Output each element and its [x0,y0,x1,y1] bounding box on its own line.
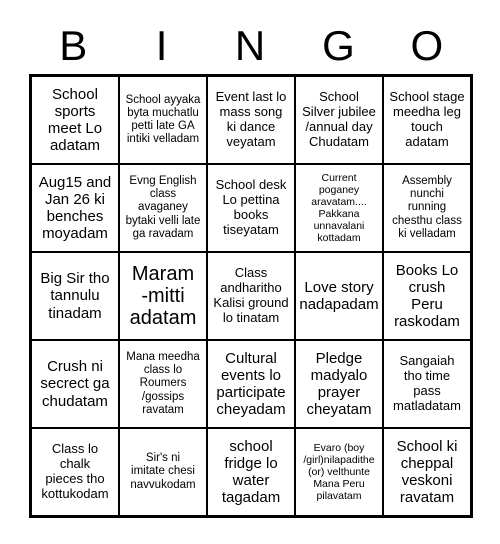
bingo-cell[interactable] [31,76,119,164]
bingo-cell[interactable] [383,76,471,164]
bingo-cell[interactable] [31,164,119,252]
header-letter-o: O [410,22,444,69]
bingo-cell[interactable] [207,164,295,252]
cell-text: Evng English class avaganey bytaki velli late ga ravadam [125,174,201,240]
header-letter-b: B [59,22,88,69]
cell-text: Pledge madyalo prayer cheyatam [306,349,372,419]
bingo-grid [29,74,473,518]
cell-text: Class andharitho Kalisi ground lo tinatam [213,265,289,325]
bingo-header [29,18,471,74]
cell-text: Books Lo crush Peru raskodam [394,261,460,331]
header-letter-i: I [155,22,168,69]
cell-text: Current poganey aravatam.... Pakkana unnavalani kottadam [311,171,367,245]
cell-text: Evaro (boy /girl)nilapadithe (or) velthunte Mana Peru pilavatam [303,441,375,503]
bingo-cell[interactable] [207,252,295,340]
cell-text: Sangaiah tho time pass matladatam [393,353,461,413]
bingo-cell[interactable] [383,164,471,252]
bingo-cell[interactable] [119,340,207,428]
cell-text: Love story nadapadam [299,278,379,313]
bingo-cell[interactable] [207,76,295,164]
header-letter-g: G [322,22,355,69]
bingo-cell[interactable] [383,252,471,340]
cell-text: School Silver jubilee /annual day Chudatam [302,89,376,149]
bingo-cell[interactable] [31,252,119,340]
cell-text: Sir's ni imitate chesi navvukodam [130,452,196,491]
bingo-cell[interactable] [207,428,295,516]
bingo-cell[interactable] [31,428,119,516]
cell-text: School desk Lo pettina books tiseyatam [215,177,287,237]
bingo-cell[interactable] [119,428,207,516]
bingo-cell[interactable] [295,252,383,340]
cell-text: Big Sir tho tannulu tinadam [40,270,110,322]
bingo-cell[interactable] [207,340,295,428]
cell-text: Maram -mitti adatam [129,263,197,329]
cell-text: school fridge lo water tagadam [221,437,281,507]
cell-text: Mana meedha class lo Roumers /gossips ravatam [126,350,200,416]
bingo-cell[interactable] [295,340,383,428]
cell-text: School ki cheppal veskoni ravatam [396,437,458,507]
cell-text: School sports meet Lo adatam [47,85,103,155]
cell-text: Aug15 and Jan 26 ki benches moyadam [38,173,112,243]
bingo-cell[interactable] [383,428,471,516]
bingo-cell[interactable] [295,164,383,252]
bingo-cell[interactable] [31,340,119,428]
bingo-cell[interactable] [295,76,383,164]
bingo-cell[interactable] [383,340,471,428]
cell-text: Class lo chalk pieces tho kottukodam [41,441,109,501]
bingo-cell[interactable] [119,164,207,252]
cell-text: Cultural events lo participate cheyadam [216,349,286,419]
header-letter-n: N [234,22,266,69]
bingo-cell[interactable] [119,76,207,164]
cell-text: Event last lo mass song ki dance veyatam [215,89,287,149]
cell-text: School ayyaka byta muchatlu petti late GA intiki velladam [125,93,201,146]
bingo-cell[interactable] [119,252,207,340]
cell-text: School stage meedha leg touch adatam [389,89,465,149]
cell-text: Assembly nunchi running chesthu class ki velladam [392,174,462,240]
bingo-cell[interactable] [295,428,383,516]
cell-text: Crush ni secrect ga chudatam [40,358,110,410]
